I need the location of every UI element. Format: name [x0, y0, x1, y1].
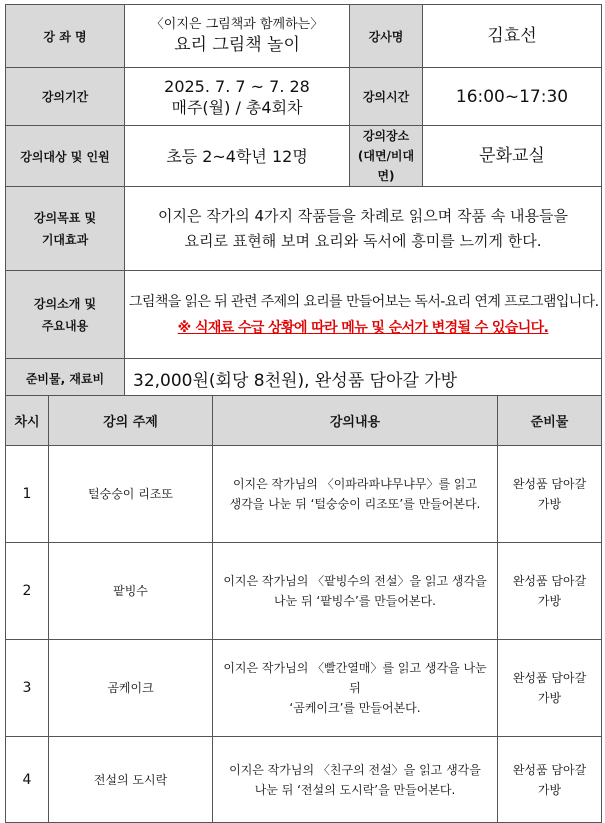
session-content-line2: ‘곰케이크’를 만들어본다.: [289, 701, 421, 715]
session-topic: 곰케이크: [49, 640, 213, 737]
period-label: 강의기간: [6, 68, 125, 126]
session-prep: [498, 446, 602, 543]
session-content-line1: 이지은 작가님의 〈팥빙수의 전설〉을 읽고 생각을: [223, 574, 487, 588]
course-title: 요리 그림책 놀이: [174, 35, 300, 55]
session-content-line1: 이지은 작가님의 〈친구의 전설〉을 읽고 생각을: [229, 762, 481, 777]
goal-text-line1: 이지은 작가의 4가지 작품들을 차례로 읽으며 작품 속 내용들을: [158, 206, 568, 225]
session-number: 2: [6, 543, 49, 640]
goal-text-line2: 요리로 표현해 보며 요리와 독서에 흥미를 느끼게 한다.: [184, 231, 542, 250]
session-prep-line2: 가방: [537, 497, 562, 511]
course-name-label: 강 좌 명: [6, 5, 125, 68]
session-prep: [498, 543, 602, 640]
materials-value: 32,000원(회당 8천원), 완성품 담아갈 가방: [125, 359, 602, 399]
session-prep-line2: 가방: [537, 691, 562, 705]
intro-label-cell: [6, 271, 125, 359]
schedule-row: [6, 543, 602, 640]
intro-label-sub: 주요내용: [41, 318, 89, 333]
session-prep: [498, 737, 602, 823]
venue-label: 강의장소: [362, 129, 410, 143]
session-number: 1: [6, 446, 49, 543]
session-content: [213, 543, 498, 640]
course-info-table: [5, 4, 602, 399]
instructor-value: 김효선: [423, 5, 602, 68]
course-name-cell: [125, 5, 350, 68]
target-label: 강의대상 및 인원: [6, 126, 125, 187]
intro-notice: ※ 식재료 수급 상황에 따라 메뉴 및 순서가 변경될 수 있습니다.: [177, 319, 549, 336]
period-dates: 2025. 7. 7 ~ 7. 28: [164, 76, 310, 96]
session-number: 3: [6, 640, 49, 737]
session-content: [213, 737, 498, 823]
session-prep-line1: 완성품 담아갈: [512, 671, 587, 685]
session-topic: 털숭숭이 리조또: [49, 446, 213, 543]
session-topic: 전설의 도시락: [49, 737, 213, 823]
header-session: 차시: [6, 396, 49, 446]
schedule-row: [6, 640, 602, 737]
session-topic: 팥빙수: [49, 543, 213, 640]
session-content-line2: 생각을 나눈 뒤 ‘털숭숭이 리조또’를 만들어본다.: [229, 497, 481, 511]
session-prep-line1: 완성품 담아갈: [512, 762, 587, 777]
session-content-line1: 이지은 작가님의 〈이파라파냐무냐무〉를 읽고: [232, 477, 478, 491]
period-frequency: 매주(월) / 총4회차: [171, 97, 303, 117]
goal-label-sub: 기대효과: [41, 232, 89, 247]
target-value: 초등 2~4학년 12명: [125, 126, 350, 187]
session-content: [213, 446, 498, 543]
intro-label: 강의소개 및: [33, 296, 97, 311]
session-prep-line2: 가방: [537, 782, 562, 797]
goal-label: 강의목표 및: [33, 210, 97, 225]
session-prep: [498, 640, 602, 737]
venue-value: 문화교실: [423, 126, 602, 187]
session-prep-line2: 가방: [537, 594, 562, 608]
intro-text: 그림책을 읽은 뒤 관련 주제의 요리를 만들어보는 독서-요리 연계 프로그램입니다.: [129, 293, 599, 310]
venue-label-cell: [350, 126, 423, 187]
session-number: 4: [6, 737, 49, 823]
period-cell: [125, 68, 350, 126]
instructor-label: 강사명: [350, 5, 423, 68]
session-prep-line1: 완성품 담아갈: [512, 477, 587, 491]
header-prep: 준비물: [498, 396, 602, 446]
session-content-line1: 이지은 작가님의 〈빨간열매〉를 읽고 생각을 나눈 뒤: [223, 661, 487, 695]
session-content-line2: 나눈 뒤 ‘팥빙수’를 만들어본다.: [274, 594, 436, 608]
header-topic: 강의 주제: [49, 396, 213, 446]
time-value: 16:00~17:30: [423, 68, 602, 126]
goal-cell: [125, 187, 602, 271]
venue-label-sub: (대면/비대면): [357, 149, 415, 183]
schedule-table: [5, 395, 602, 823]
intro-cell: [125, 271, 602, 359]
goal-label-cell: [6, 187, 125, 271]
session-prep-line1: 완성품 담아갈: [512, 574, 587, 588]
schedule-row: [6, 446, 602, 543]
header-content: 강의내용: [213, 396, 498, 446]
session-content-line2: 나눈 뒤 ‘전설의 도시락’을 만들어본다.: [254, 782, 456, 797]
course-subtitle: 〈이지은 그림책과 함께하는〉: [150, 17, 324, 32]
materials-label: 준비물, 재료비: [6, 359, 125, 399]
session-content: [213, 640, 498, 737]
schedule-header-row: [6, 396, 602, 446]
schedule-row: [6, 737, 602, 823]
time-label: 강의시간: [350, 68, 423, 126]
